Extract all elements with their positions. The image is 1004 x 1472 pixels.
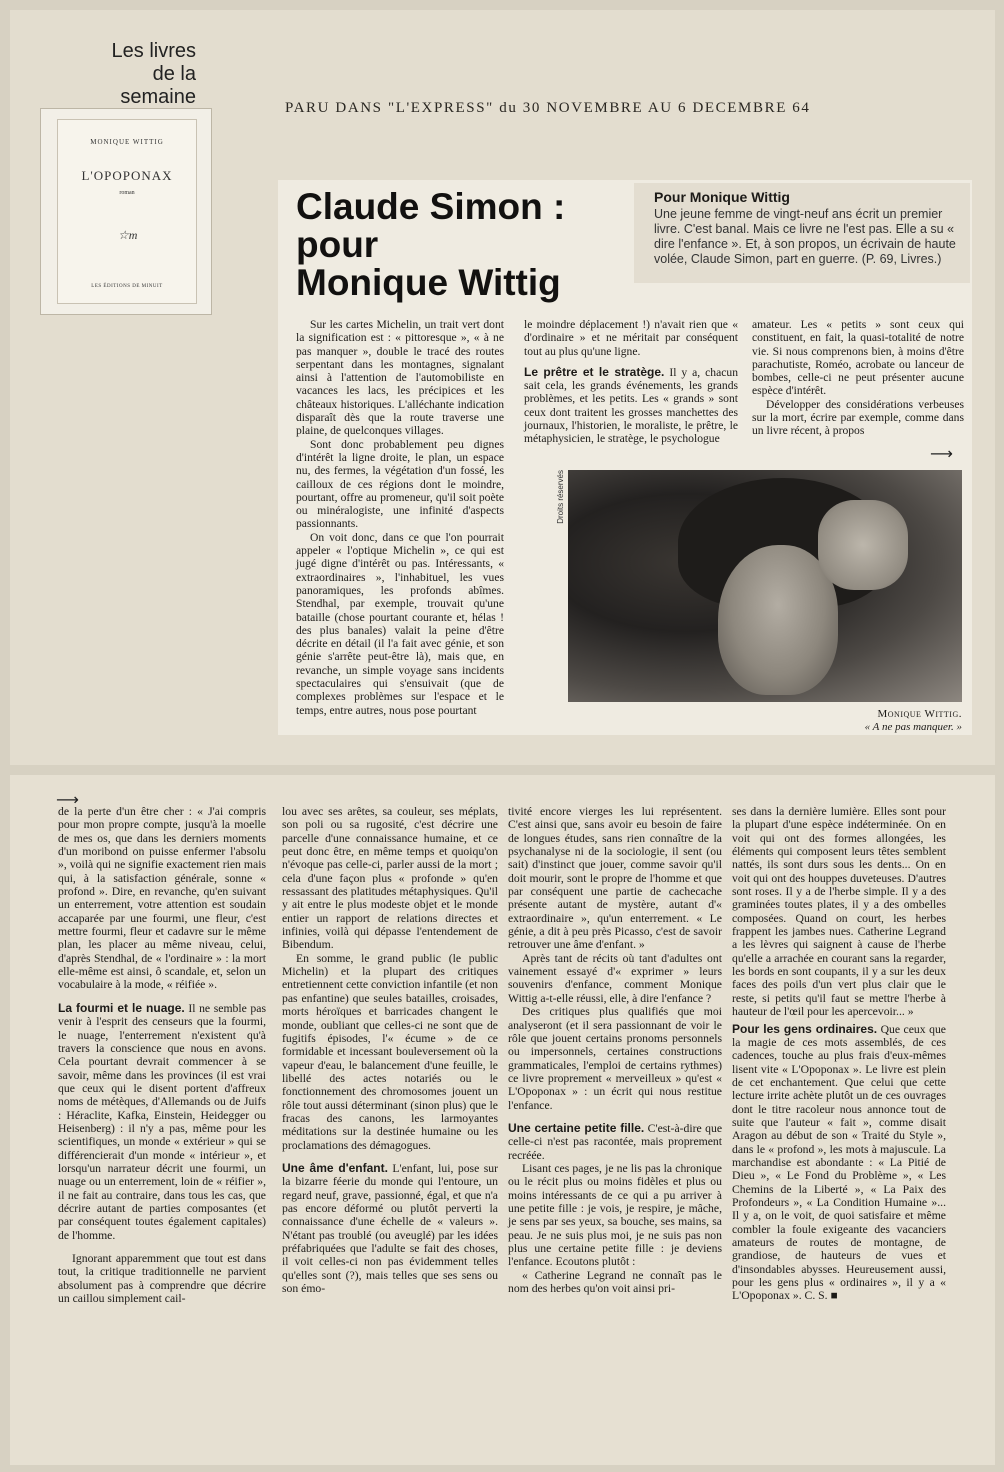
section-title-line: Les livres bbox=[111, 40, 196, 62]
paragraph-text: Il y a, chacun sait cela, les grands événements, les grands problèmes, et les petits. Les « grands » sont ceux dont traitent les grosses manchettes des journaux, l'historien, le moraliste, le prêtre, le métaphysicien, le stratège, le psychologue bbox=[524, 365, 738, 446]
section-title bbox=[96, 40, 196, 109]
publisher-logo: ☆m bbox=[118, 228, 138, 242]
paragraph: On voit donc, dans ce que l'on pourrait appeler « l'optique Michelin », ce qui est jugé digne d'intérêt ou pas. Intéressants, « extraordinaires », l'inhabituel, les vues panoramiques, les profonds abîmes. Stendhal, par exemple, trouvait qu'une bataille (chose pourtant courante et, hélas ! des plus banales) valait la peine d'être décrite en détail (il l'a fait avec génie, et son génie s'arrête peut-être là), mais que, en revanche, un simple voyage sans incidents spectaculaires qui s'ensuivait (que de complexes problèmes sur l'espace et le temps, entre autres, nous pose pourtant bbox=[296, 530, 504, 717]
paragraph: « Catherine Legrand ne connaît pas le nom des herbes qu'on voit ainsi pri- bbox=[508, 1268, 722, 1296]
paragraph: de la perte d'un être cher : « J'ai compris pour mon propre compte, jusqu'à la moelle de mes os, que dans les derniers moments d'un moribond on puisse enfermer l'absolu », voilà qui ne signifie exactement rien mais qui, à la satisfaction générale, sonne « profond ». Dire, en revanche, qu'en suivant un enterrement, votre attention est soudain accaparée par une fourmi, une fleur, c'est mettre fourmi, fleur et cadavre sur le même plan, les placer au même niveau, celui, d'après Stendhal, de « l'ordinaire » : la mort elle-même est ainsi, ô scandale, et, selon un vocabulaire à la mode, « réifiée ». bbox=[58, 805, 266, 992]
caption-quote: « A ne pas manquer. » bbox=[864, 721, 962, 733]
paragraph: En somme, le grand public (le public Michelin) et la plupart des critiques entretiennent cette conviction infantile (et non pas enfantine) que seules batailles, croisades, morts héroïques et barricades changent le monde, oubliant que celles-ci ne sont que de fugitifs épisodes, l'« écume » de ce formidable et incessant bouleversement où la vapeur d'eau, le balancement d'une feuille, le libellé des actes notariés ou le fonctionnement des chromosomes jouent un rôle tout aussi déterminant (sinon plus) que le fracas des canons, les larmoyantes méditations sur la destinée humaine ou les proclamations des démagogues. bbox=[282, 951, 498, 1152]
continuation-column-1 bbox=[58, 805, 266, 1305]
publication-note: PARU DANS "L'EXPRESS" du 30 NOVEMBRE AU 6 DECEMBRE 64 bbox=[285, 100, 811, 116]
chapo-box bbox=[634, 183, 970, 283]
headline bbox=[296, 188, 616, 302]
paragraph-text: L'enfant, lui, pose sur la bizarre féerie du monde qui l'entoure, un regard neuf, grave, passionné, égal, et que n'a pas encore déformé ou plutôt perverti la connaissance d'une échelle de « valeurs ». N'étant pas troublé (ou aveuglé) par les idées préfabriquées que l'adulte se fait des choses, il voit celles-ci non pas évidemment telles qu'elles sont (?), mais telles que ses sens ou son émo- bbox=[282, 1161, 498, 1296]
headline-line: Monique Wittig bbox=[296, 262, 561, 303]
paragraph bbox=[524, 366, 738, 446]
paragraph-text: Que ceux que la magie de ces mots assemblés, de ces cadences, touche au plus frais d'eux-mêmes lisent vite « L'Opoponax ». Le livre est plein de cet enchantement. Que celui que cette lecture irrite achète plutôt un de ces ouvrages dont le titre racoleur nous annonce tout de suite que l'auteur « fait », comme disait Aragon au début de son « Traité du Style », dans le « profond », les mots à majuscule. La marchandise est abondante : « La Pitié de Dieu », « Le Fond du Problème », « Les Chemins de la Liberté », « La Paix des Profondeurs », « La Condition Humaine »... Il y a, on le voit, de quoi satisfaire et même combler la foule exigeante des vacanciers amateurs de routes de montagne, de grandiose, de hauteurs de vues et d'insondables abysses. Heureusement aussi, pour les gens plus « ordinaires », il y a « L'Opoponax ». bbox=[732, 1022, 946, 1303]
subheading: La fourmi et le nuage. bbox=[58, 1000, 185, 1015]
paragraph: amateur. Les « petits » sont ceux qui constituent, en fait, la quasi-totalité de notre vie. Si nous comprenons bien, à moins d'être parachutiste, Roméo, acrobate ou lanceur de bombes, celle-ci ne peut présenter aucune espèce d'intérêt. bbox=[752, 318, 964, 398]
signature: C. S. bbox=[804, 1289, 828, 1303]
paragraph-text: C'est-à-dire que celle-ci n'est pas racontée, mais proprement recréée. bbox=[508, 1121, 723, 1162]
photo-hand bbox=[818, 500, 908, 590]
caption-name: Monique Wittig. bbox=[877, 708, 962, 720]
continuation-column-4 bbox=[732, 805, 946, 1303]
book-genre: roman bbox=[119, 190, 135, 196]
article-column-3 bbox=[752, 318, 964, 438]
paragraph bbox=[508, 1122, 722, 1162]
paragraph: Sur les cartes Michelin, un trait vert dont la signification est : « pittoresque », « à ne pas manquer », double le tracé des routes serpentant dans les montagnes, signalant ainsi à l'attention de l'automobiliste en vacances les lacs, les précipices et les châteaux historiques. L'alléchante indication disparaît dès que la route traverse une plaine, de quelconques villages. bbox=[296, 318, 504, 438]
continuation-column-3 bbox=[508, 805, 722, 1295]
book-cover bbox=[40, 108, 212, 315]
photo-credit: Droits réservés bbox=[556, 470, 565, 524]
paragraph: Lisant ces pages, je ne lis pas la chronique ou le récit plus ou moins fidèles et plus ou moins intéressants de ce qui a pu arriver à une petite fille : je vois, je respire, je mâche, je sens par ses yeux, sa bouche, ses mains, sa peau. Je ne suis plus moi, je ne suis pas non plus une certaine petite fille : je deviens l'enfance. Ecoutons plutôt : bbox=[508, 1161, 722, 1269]
paragraph: Développer des considérations verbeuses sur la mort, écrire par exemple, comme dans un livre récent, à propos bbox=[752, 397, 964, 438]
paragraph: lou avec ses arêtes, sa couleur, ses méplats, son poli ou sa rugosité, c'est décrire une parcelle d'une connaissance humaine, et ce peut donc être, en même temps et quoiqu'on n'évoque pas celle-ci, parler aussi de la mort ; cela d'une façon plus « profonde » qu'en ressassant des platitudes métaphysiques. Qu'il y ait entre le plus modeste objet et le monde entier un rapport de relations directes et infinies, voilà qui dépasse l'entendement de Bibendum. bbox=[282, 805, 498, 952]
chapo-text: Une jeune femme de vingt-neuf ans écrit un premier livre. C'est banal. Mais ce livre ne l'est pas. Elle a su « dire l'enfance ». Et, à son propos, un écrivain de haute volée, Claude Simon, part en guerre. (P. 69, Livres.) bbox=[654, 207, 956, 266]
photo-caption bbox=[568, 708, 962, 734]
continuation-column-2 bbox=[282, 805, 498, 1295]
paragraph bbox=[282, 1162, 498, 1295]
paragraph bbox=[732, 1023, 946, 1303]
paragraph: Ignorant apparemment que tout est dans tout, la critique traditionnelle ne parvient absolument pas à comprendre que décrire un caillou simplement cail- bbox=[58, 1252, 266, 1306]
section-title-line: de la bbox=[152, 63, 196, 85]
section-title-line: semaine bbox=[120, 86, 196, 108]
paragraph: le moindre déplacement !) n'avait rien que « d'ordinaire » et ne méritait par conséquent tout au plus qu'une ligne. bbox=[524, 318, 738, 358]
paragraph: tivité encore vierges les lui représentent. C'est ainsi que, sans avoir eu besoin de faire de longues études, sans rien connaître de la psychanalyse ni de la sociologie, il sent (ou sait) d'instinct que jouer, comme savoir qu'il doit mourir, sont le propre de l'homme et que par conséquent une partie de cachecache présente autant de mystère, autant d'« extraordinaire », qu'un enterrement. « Le génie, a dit à peu près Picasso, c'est de savoir retrouver une âme d'enfant. » bbox=[508, 805, 722, 952]
subheading: Une certaine petite fille. bbox=[508, 1120, 645, 1135]
article-column-2 bbox=[524, 318, 738, 446]
subheading: Le prêtre et le stratège. bbox=[524, 364, 665, 379]
continuation-arrow: ⟶ bbox=[56, 790, 79, 809]
paragraph: Des critiques plus qualifiés que moi analyseront (et il sera passionnant de voir le rôle que jouent certains pronoms personnels ou impersonnels, certaines constructions grammaticales, l'emploi de certains rythmes) ce livre proprement « merveilleux » qu'est « L'Opoponax » : un écrit qui nous restitue l'enfance. bbox=[508, 1005, 722, 1112]
author-photo bbox=[568, 470, 962, 702]
article-column-1 bbox=[296, 318, 504, 717]
book-author: MONIQUE WITTIG bbox=[90, 138, 164, 146]
headline-line: pour bbox=[296, 224, 379, 265]
paragraph: ses dans la dernière lumière. Elles sont pour la plupart d'une espèce indéterminée. On en voit qui ont des formes allongées, les éléments qui composent leurs têtes semblent nattés, ils sont durs sous les dents... On en voit qui ont des houppes duveteuses. D'autres sont roses. Il y a de l'herbe simple. Il y a des graminées toutes plates, il y a des ombelles composées. Quand on court, les herbes frappent les jambes nues. Catherine Legrand a les lèvres qui saignent à cause de l'herbe qu'elle a arrachée en courant sans la regarder, les bords en sont coupants, il y a sur les deux faces des poils d'un vert plus clair que le reste, si petits qu'il faut se mettre l'herbe à hauteur de l'œil pour les apercevoir... » bbox=[732, 805, 946, 1019]
paragraph bbox=[58, 1002, 266, 1242]
paragraph: Après tant de récits où tant d'adultes ont vainement essayé d'« exprimer » leurs souvenirs d'enfance, comment Monique Wittig a-t-elle réussi, elle, à dire l'enfance ? bbox=[508, 951, 722, 1005]
book-title: L'OPOPONAX bbox=[81, 168, 173, 183]
paragraph-text: Il ne semble pas venir à l'esprit des censeurs que la fourmi, le nuage, l'enterrement n'existent qu'à travers la conscience que nous en avons. Cela pourtant devrait commencer à se savoir, même dans les provinces (il est vrai que ceux qui le disent portent d'affreux noms de métèques, d'Allemands ou de Juifs : Héraclite, Kafka, Einstein, Heidegger ou Heisenberg) : il n'y a pas, même pour les scientifiques, un monde « extérieur » qui se différencierait d'un monde « intérieur », et lorsqu'un narrateur décrit une fourmi, un nuage ou un enterrement, loin de « réifier », il ne fait au contraire, dans tous les cas, que décrire autant de parties composantes (et par conséquent toutes également capitales) de l'homme. bbox=[58, 1001, 266, 1242]
paragraph: Sont donc probablement peu dignes d'intérêt la ligne droite, le plan, un espace nu, des fermes, la végétation d'un fossé, les cailloux de ces régions dont le moindre, pourtant, offre au promeneur, qu'il soit poète ou minéralogiste, une infinité d'aspects passionnants. bbox=[296, 437, 504, 531]
headline-line: Claude Simon : bbox=[296, 186, 566, 227]
book-cover-page bbox=[57, 119, 197, 304]
chapo-title: Pour Monique Wittig bbox=[654, 189, 790, 205]
continue-arrow: ⟶ bbox=[930, 444, 953, 463]
subheading: Une âme d'enfant. bbox=[282, 1160, 388, 1175]
end-mark-icon: ■ bbox=[830, 1289, 838, 1303]
book-publisher: LES ÉDITIONS DE MINUIT bbox=[91, 284, 163, 289]
subheading: Pour les gens ordinaires. bbox=[732, 1021, 878, 1036]
